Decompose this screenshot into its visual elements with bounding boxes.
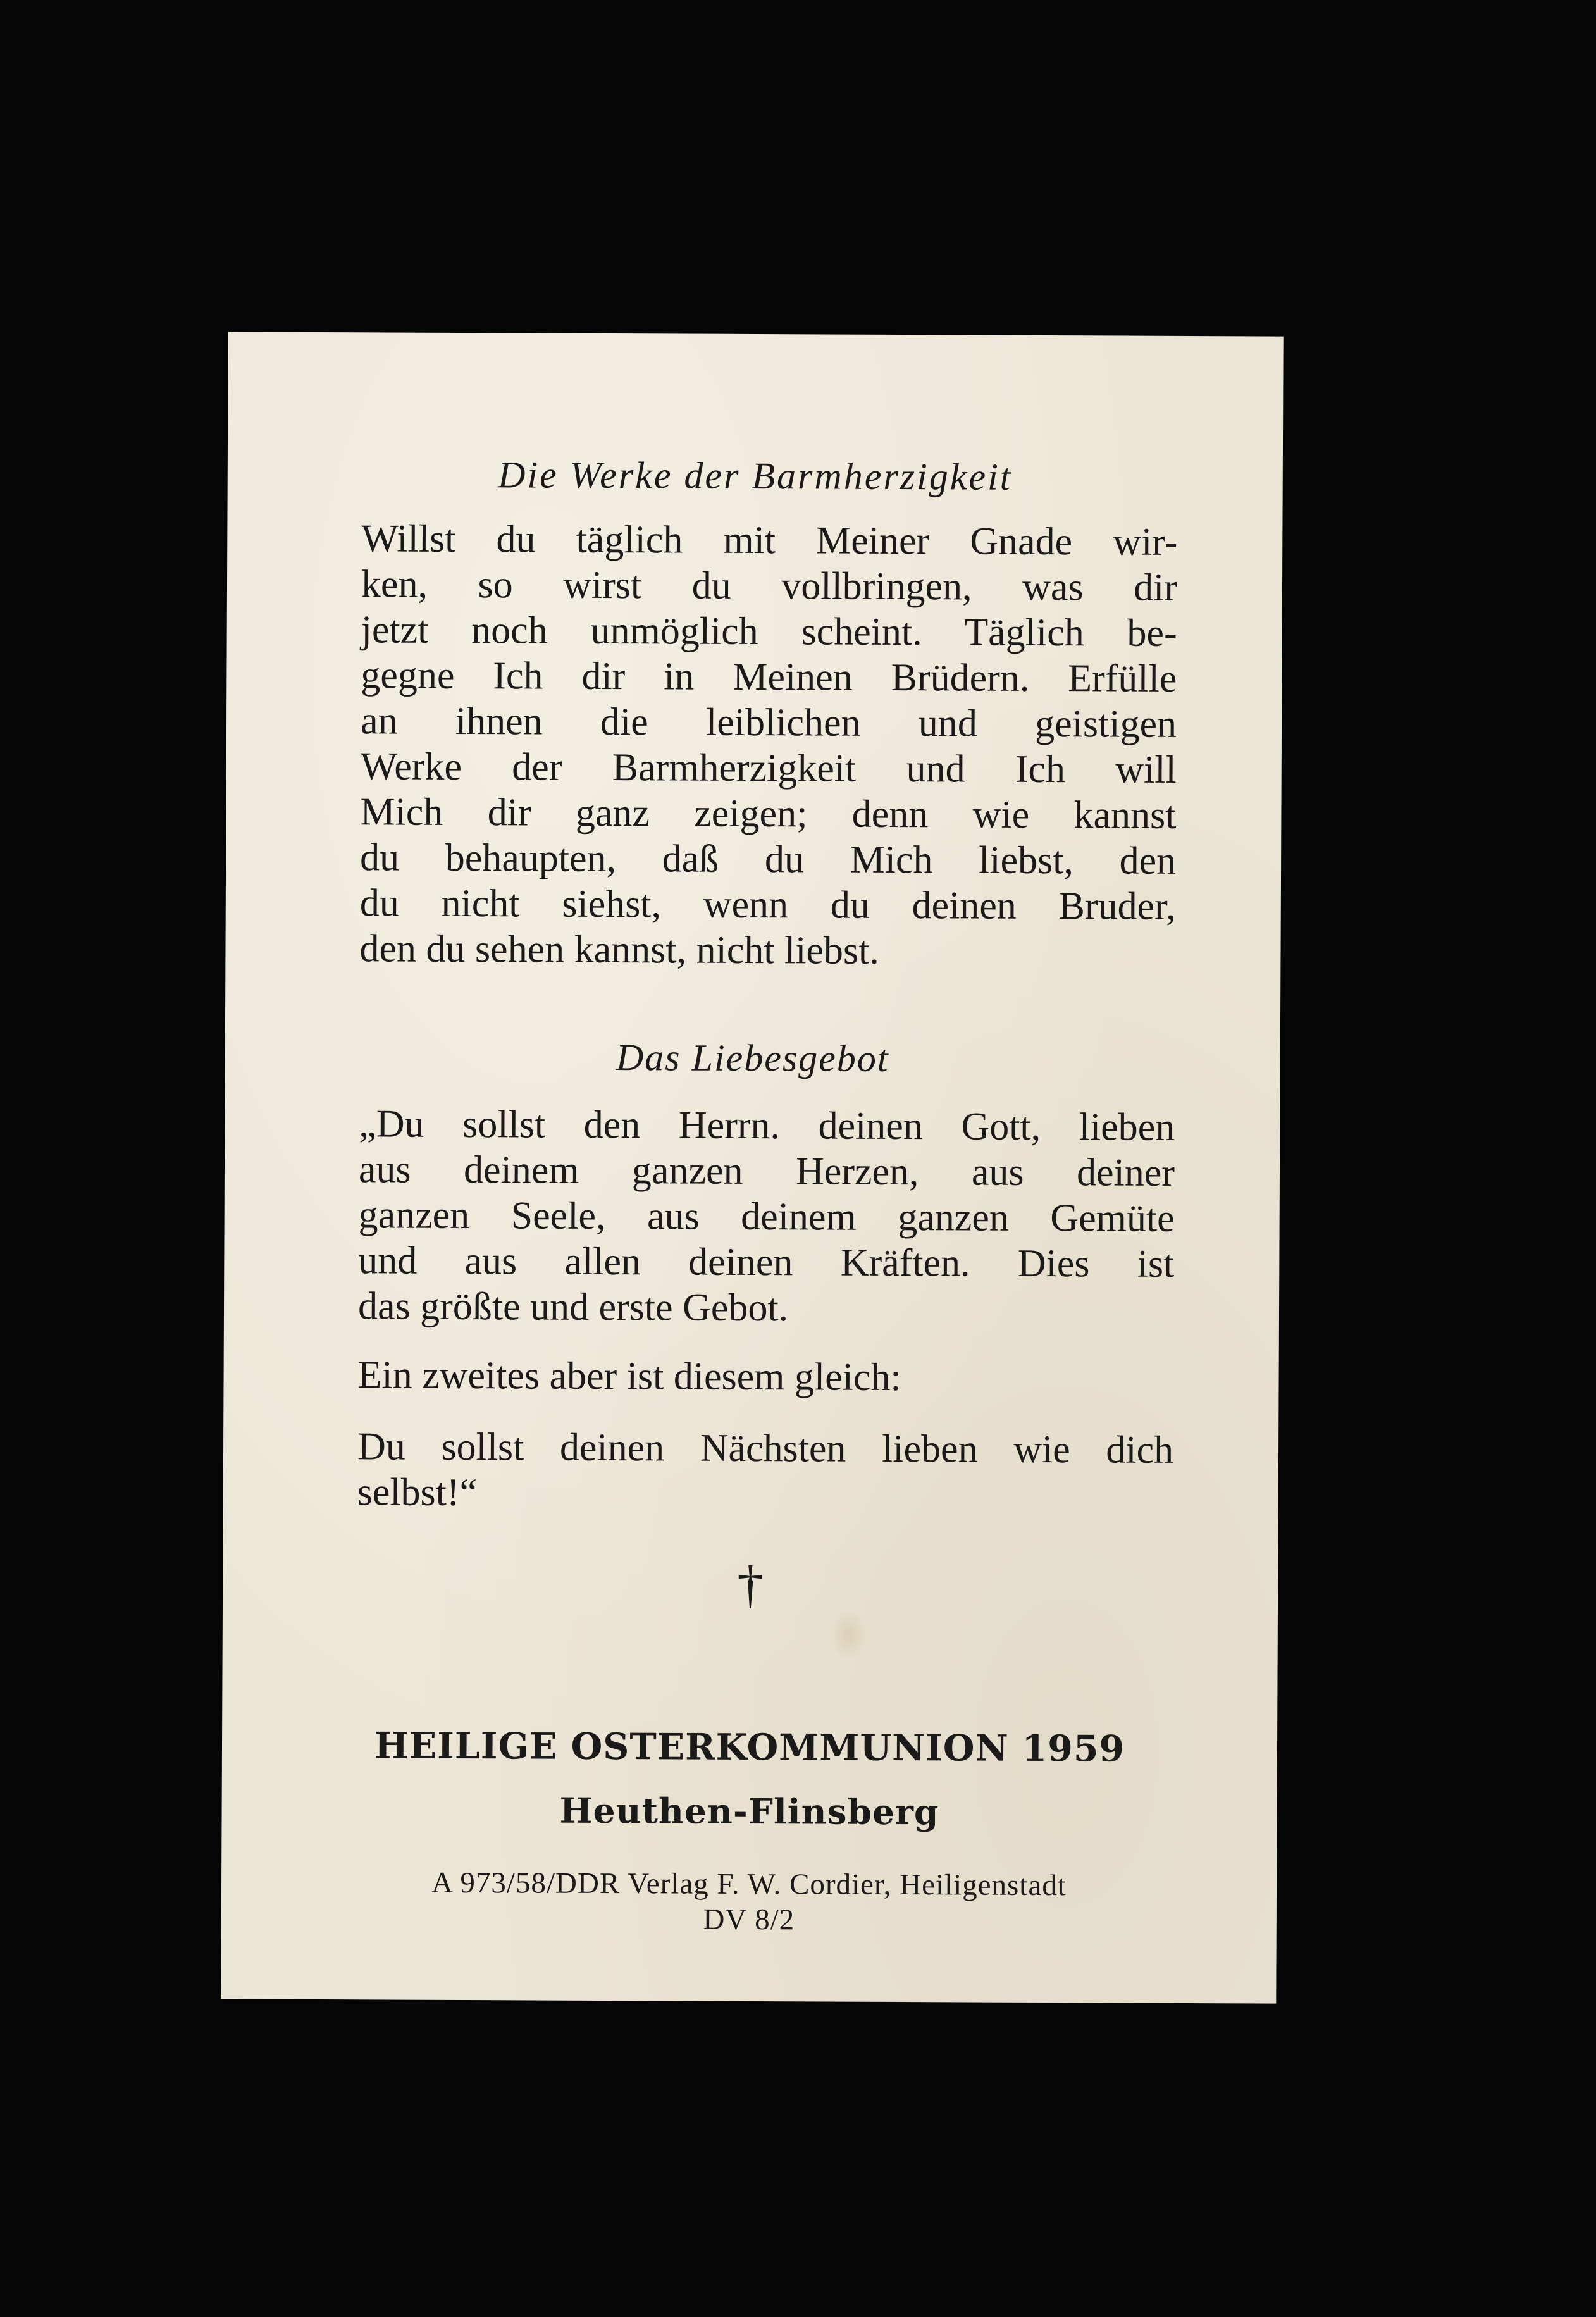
text-line: „Du sollst den Herrn. deinen Gott, lieben	[359, 1102, 1175, 1149]
commandment-paragraph	[358, 1101, 1175, 1332]
text-line: Willst du täglich mit Meiner Gnade wir-	[361, 517, 1178, 564]
section-title-commandment: Das Liebesgebot	[616, 1036, 889, 1079]
paper-stain	[830, 1610, 868, 1660]
text-line: Werke der Barmherzigkeit und Ich will	[360, 745, 1177, 792]
second-commandment-intro	[357, 1352, 1173, 1401]
text-line: das größte und erste Gebot.	[357, 1284, 789, 1330]
cross-icon: †	[736, 1555, 764, 1615]
mercy-paragraph	[359, 516, 1177, 975]
section-title-mercy: Die Werke der Barmherzigkeit	[497, 454, 1013, 498]
text-line: ken, so wirst du vollbringen, was dir	[361, 562, 1178, 609]
text-line: aus deinem ganzen Herzen, aus deiner	[358, 1148, 1175, 1195]
print-code: DV 8/2	[703, 1903, 795, 1937]
text-line: gegne Ich dir in Meinen Brüdern. Erfülle	[361, 654, 1177, 700]
text-line: und aus allen deinen Kräften. Dies ist	[358, 1239, 1175, 1286]
text-line: selbst!“	[357, 1470, 478, 1515]
text-line: Ein zweites aber ist diesem gleich:	[357, 1353, 901, 1400]
text-line: Mich dir ganz zeigen; denn wie kannst	[360, 790, 1177, 837]
parish-name: Heuthen-Flinsberg	[559, 1789, 939, 1833]
text-line: du behaupten, daß du Mich liebst, den	[359, 836, 1177, 883]
second-commandment	[357, 1424, 1174, 1519]
communion-title: HEILIGE OSTERKOMMUNION 1959	[374, 1724, 1125, 1770]
text-line: den du sehen kannst, nicht liebst.	[359, 927, 880, 972]
text-line: ganzen Seele, aus deinem ganzen Gemüte	[358, 1193, 1175, 1240]
text-line: Du sollst deinen Nächsten lieben wie dich	[357, 1425, 1174, 1472]
card	[221, 332, 1283, 2003]
publisher-imprint: A 973/58/DDR Verlag F. W. Cordier, Heiligenstadt	[431, 1866, 1067, 1903]
text-line: du nicht siehst, wenn du deinen Bruder,	[359, 881, 1176, 928]
text-line: an ihnen die leiblichen und geistigen	[360, 699, 1177, 746]
text-line: jetzt noch unmöglich scheint. Täglich be-	[361, 608, 1177, 655]
